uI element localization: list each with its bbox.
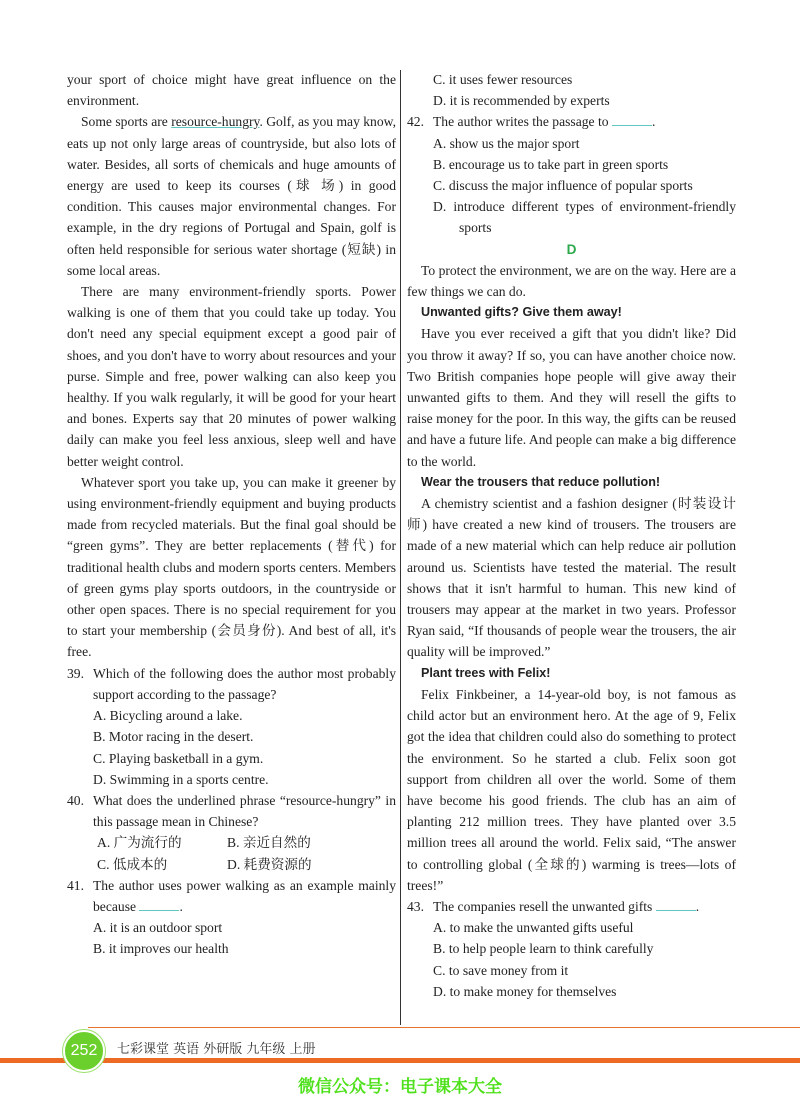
option: C. it uses fewer resources	[433, 72, 573, 87]
paragraph: To protect the environment, we are on the way. Here are a few things we can do.	[407, 262, 736, 300]
subheading: Unwanted gifts? Give them away!	[421, 305, 622, 320]
watermark: 微信公众号：电子课本大全	[298, 1077, 502, 1097]
answer-blank	[656, 898, 696, 911]
answer-blank	[612, 113, 652, 126]
option: C. Playing basketball in a gym.	[93, 750, 264, 766]
question-43: 43. The companies resell the unwanted gifts .	[407, 898, 700, 914]
footer-rule	[88, 1027, 800, 1028]
option: D. Swimming in a sports centre.	[93, 771, 269, 787]
question-39: 39. Which of the following does the author most probably support according to the passage?	[67, 665, 396, 702]
option: C. discuss the major influence of popular sports	[433, 178, 693, 194]
option: B. it improves our health	[93, 941, 229, 957]
right-column	[407, 69, 736, 1002]
option: A. to make the unwanted gifts useful	[433, 920, 634, 936]
page-number-badge: 252	[63, 1030, 105, 1072]
options-row: A. 广为流行的 B. 亲近自然的	[97, 835, 311, 851]
options-row: C. 低成本的 D. 耗费资源的	[97, 856, 312, 872]
option: B. encourage us to take part in green sports	[433, 156, 669, 172]
option: A. it is an outdoor sport	[93, 920, 223, 936]
paragraph: Felix Finkbeiner, a 14-year-old boy, is not famous as child actor but an environment hero. At the age of 9, Felix got the idea that children could also do something to protect the environment. So he started a club. Felix soon got support from children all over the world. Some of them have become his good friends. The club has an aim of planting 212 million trees. They have planted over 3.5 million trees all around the world. Felix said, “The answer to controlling global (全球的) warming is trees—lots of trees!”	[407, 686, 736, 893]
paragraph: your sport of choice might have great influence on the environment.	[67, 72, 396, 109]
option: D. to make money for themselves	[433, 983, 617, 999]
paragraph: Some sports are resource-hungry. Golf, as you may know, eats up not only large areas of countryside, but also lots of water. Besides, all sorts of chemicals and huge amounts of energy are used to keep its courses (球 场) in good condition. This causes major environmental changes. For example, in the dry regions of Portugal and Spain, golf is often held responsible for serious water shortage (短缺) in some local areas.	[67, 114, 396, 278]
underlined-phrase: resource-hungry	[171, 114, 260, 130]
left-column	[67, 69, 396, 960]
option: B. Motor racing in the desert.	[93, 729, 254, 745]
section-heading: D	[566, 241, 577, 257]
book-title: 七彩课堂 英语 外研版 九年级 上册	[117, 1042, 316, 1057]
question-40: 40. What does the underlined phrase “resource-hungry” in this passage mean in Chinese?	[67, 792, 396, 830]
paragraph: Whatever sport you take up, you can make it greener by using environment-friendly equipment and buying products made from recycled materials. But the final goal should be “green gyms”. They are better replacements (替代) for traditional health clubs and modern sports centers. Members of green gyms play sports outdoors, in the countryside or other open spaces. There is no special requirement for you to start your membership (会员身份). And best of all, it's free.	[67, 474, 396, 660]
subheading: Plant trees with Felix!	[421, 665, 551, 680]
column-divider	[400, 70, 401, 1025]
option: D. introduce different types of environment-friendly sports	[433, 199, 736, 236]
subheading: Wear the trousers that reduce pollution!	[421, 474, 661, 489]
option: C. to save money from it	[433, 962, 569, 978]
answer-blank	[139, 898, 179, 911]
paragraph: Have you ever received a gift that you didn't like? Did you throw it away? If so, you can have another choice now. Two British companies hope people will give away their unwanted gifts to them. And they will resell the gifts to raise money for the poor. In this way, the gifts can be reused and have a future life. And people can make a big difference to the world.	[407, 326, 736, 469]
question-41: 41. The author uses power walking as an example mainly because .	[67, 877, 396, 914]
footer-bar	[0, 1058, 800, 1063]
option: A. Bicycling around a lake.	[93, 708, 243, 724]
option: A. show us the major sport	[433, 135, 580, 151]
option: D. it is recommended by experts	[433, 93, 610, 109]
paragraph: A chemistry scientist and a fashion designer (时装设计师) have created a new kind of trousers. The trousers are made of a new material which can help reduce air pollution around us. Scientists have tested the material. The result shows that it isn't harmful to human. This new kind of trousers may appear at the market in two years. Professor Ryan said, “If thousands of people wear the trousers, the air quality will be improved.”	[407, 496, 736, 660]
question-42: 42. The author writes the passage to .	[407, 114, 656, 130]
paragraph: There are many environment-friendly sports. Power walking is one of them that you could take up today. You don't need any special equipment except a good pair of shoes, and you don't have to worry about resources and your purse. Simple and free, power walking can also keep you healthy. If you walk regularly, it will be good for your heart and bones. Experts say that 20 minutes of power walking daily can make you feel less anxious, sleep well and have better weight control.	[67, 284, 396, 469]
option: B. to help people learn to think carefully	[433, 941, 654, 957]
